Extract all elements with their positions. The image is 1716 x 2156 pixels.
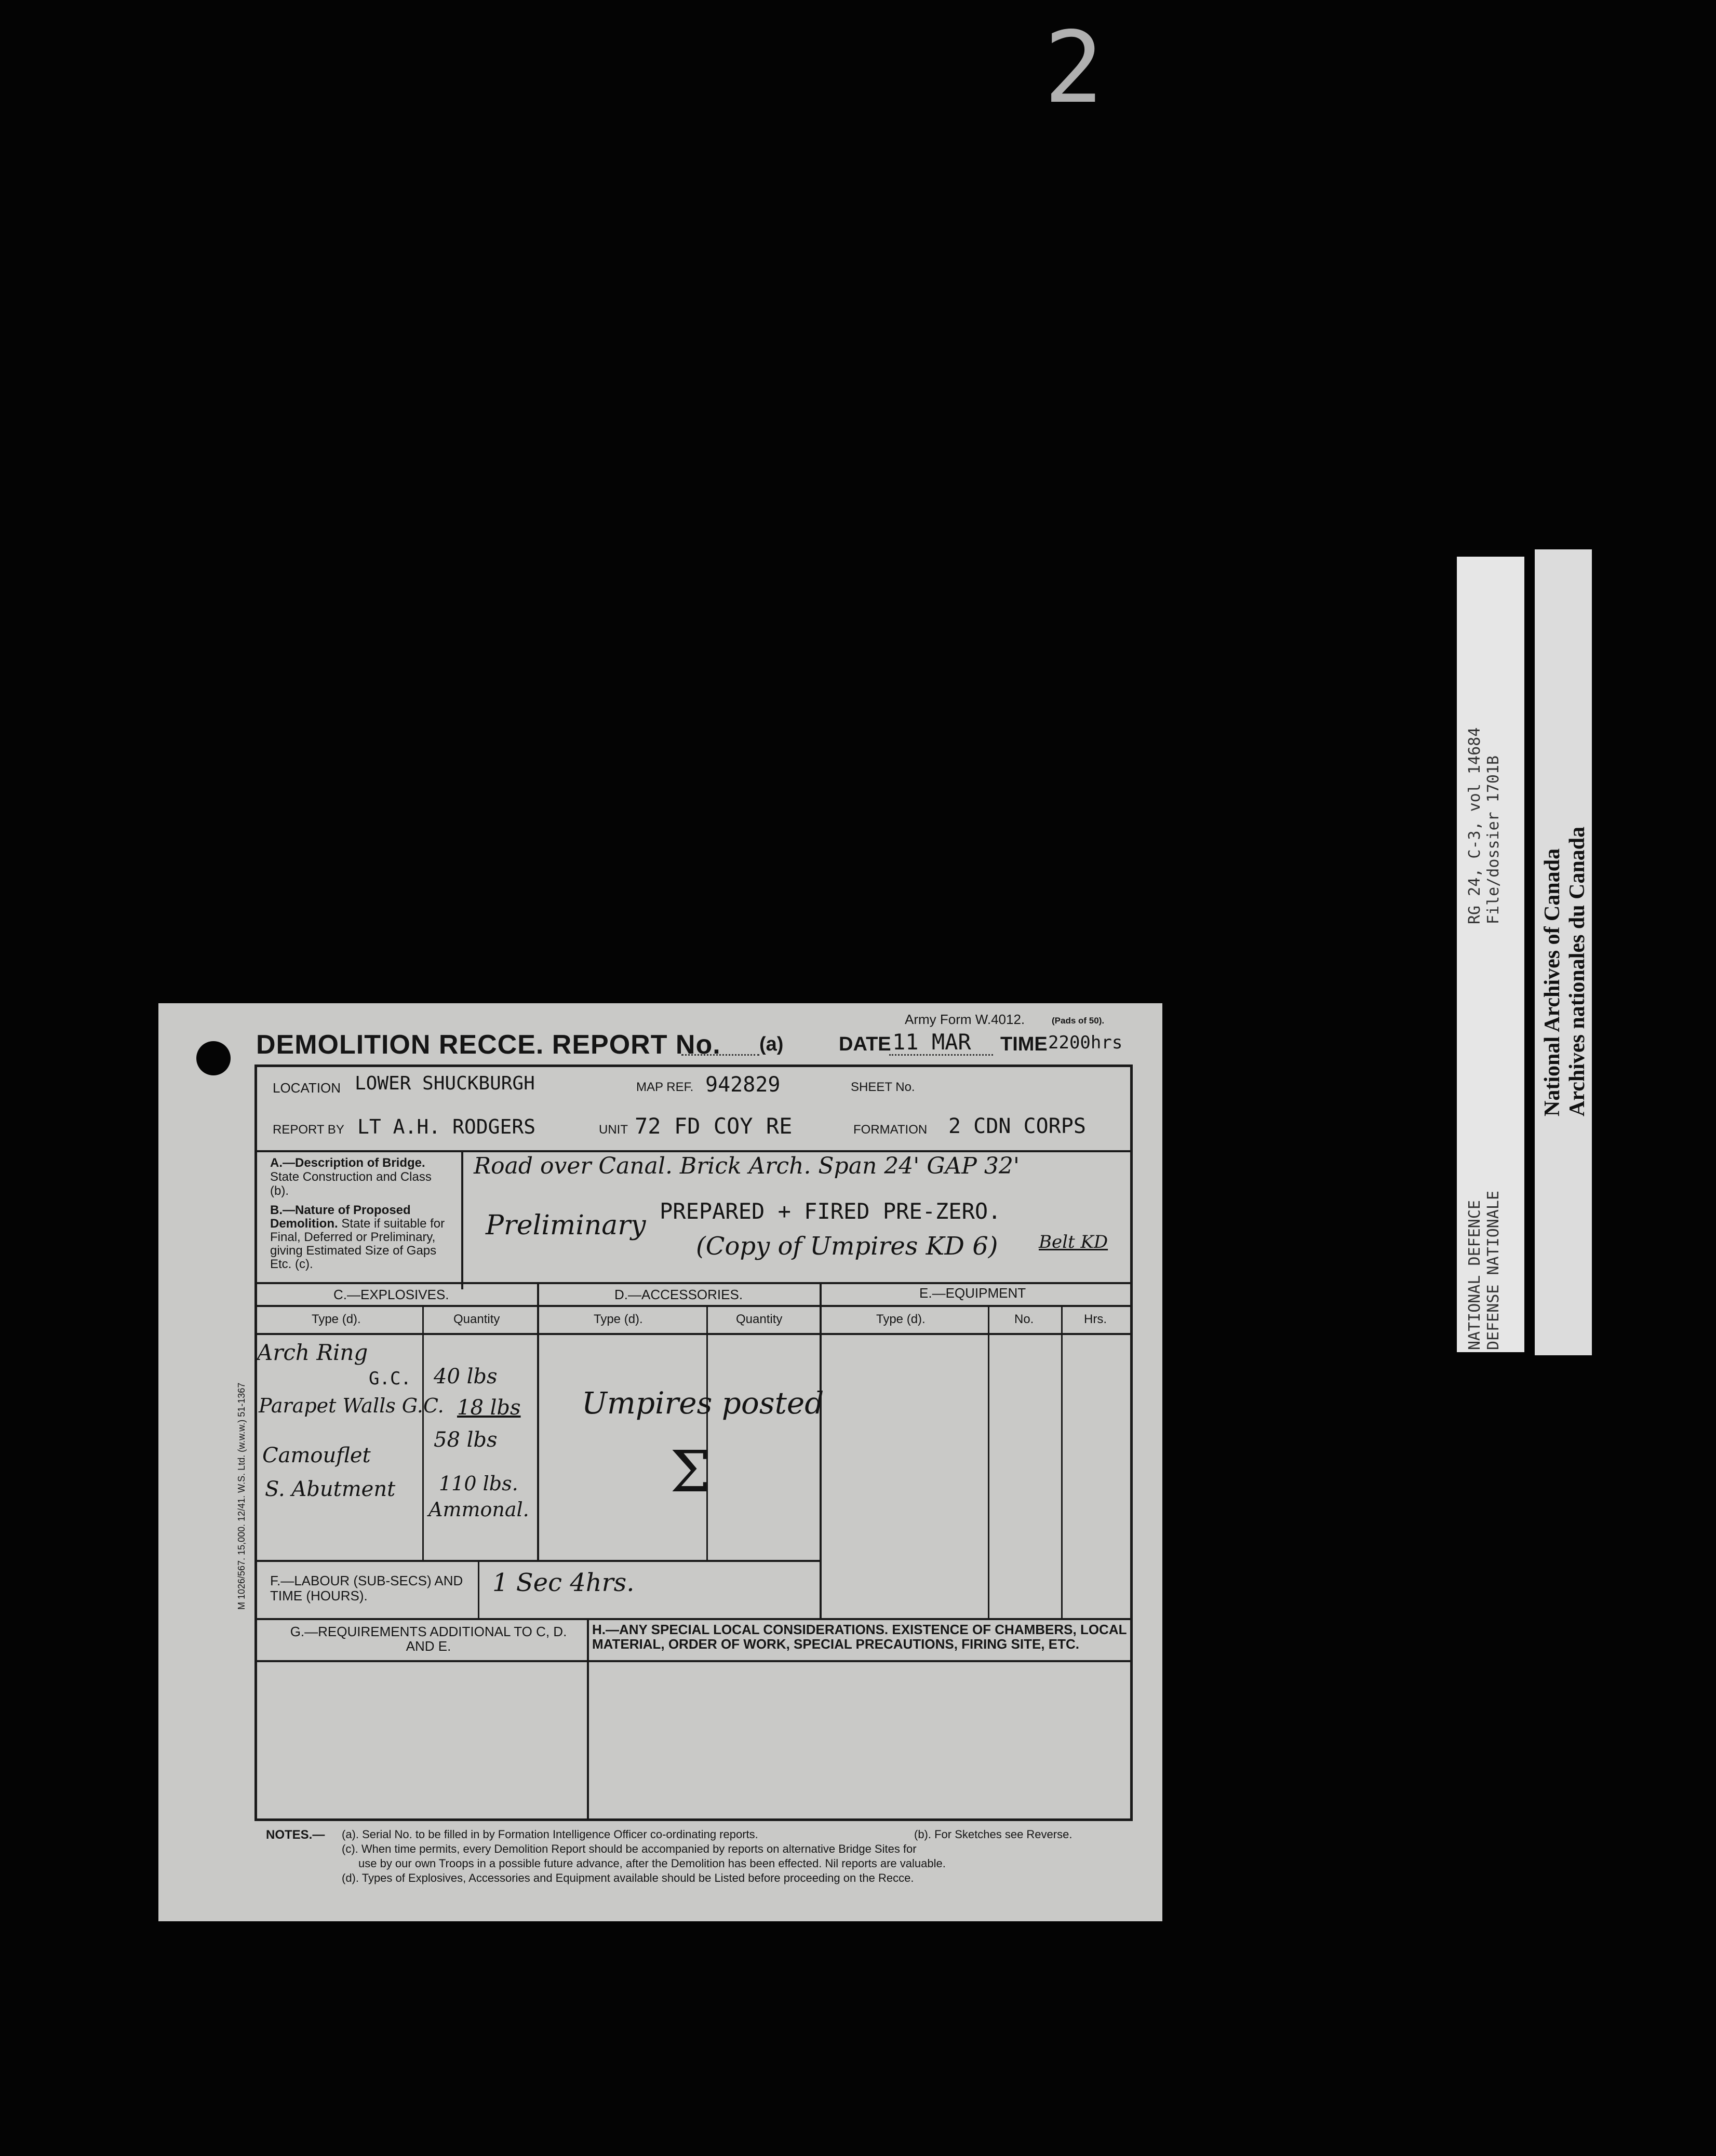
explosives-qty-4: 110 lbs. (439, 1472, 518, 1495)
equipment-header: E.—EQUIPMENT (919, 1285, 1026, 1301)
sheet-no-label: SHEET No. (851, 1080, 915, 1094)
note-a: (a). Serial No. to be filled in by Formation Intelligence Officer co-ordinating reports. (342, 1828, 758, 1841)
report-no-field (681, 1054, 759, 1056)
explosives-qty-3: 58 lbs (434, 1428, 498, 1452)
explosives-qty-1: 40 lbs (434, 1365, 498, 1389)
rule-c-d (537, 1282, 539, 1561)
section-b-value1: Preliminary (486, 1210, 646, 1241)
explosives-qty-5: Ammonal. (428, 1498, 529, 1521)
rule-e-no (988, 1305, 989, 1620)
explosives-type-1b: G.C. (369, 1368, 411, 1389)
section-a-body: State Construction and Class (b). (270, 1170, 432, 1198)
archive-department (1466, 1191, 1503, 1350)
report-by-value: LT A.H. RODGERS (357, 1115, 536, 1138)
section-b-value3: (Copy of Umpires KD 6) (696, 1232, 998, 1261)
archive-department-line1: NATIONAL DEFENCE (1466, 1200, 1484, 1350)
note-d: (d). Types of Explosives, Accessories and Equipment available should be Listed before proceeding on the Recce. (342, 1871, 914, 1884)
rule-ab-divider (461, 1150, 463, 1289)
labour-value: 1 Sec 4hrs. (492, 1568, 635, 1597)
form-print-code: M 1026/567. 15,000. 12/41. W.S. Ltd. (w.w.w.) 51-1367 (236, 1382, 247, 1610)
army-form-number: Army Form W.4012. (905, 1012, 1025, 1027)
formation-label: FORMATION (853, 1123, 928, 1137)
accessories-header: D.—ACCESSORIES. (614, 1287, 743, 1302)
accessories-note: Umpires posted (582, 1385, 824, 1421)
note-b: (b). For Sketches see Reverse. (914, 1828, 1072, 1841)
rule-top (254, 1064, 1131, 1067)
time-label: TIME (1000, 1033, 1048, 1055)
rule-bottom (254, 1818, 1133, 1821)
archive-reference (1466, 727, 1503, 924)
rule-e-hrs (1061, 1305, 1063, 1620)
explosives-qty-2: 18 lbs (457, 1396, 521, 1420)
labour-label: F.—LABOUR (SUB-SECS) AND TIME (HOURS). (270, 1573, 463, 1603)
time-value: 2200hrs (1048, 1032, 1123, 1053)
report-no-mark: (a) (759, 1033, 784, 1055)
archive-name-fr: Archives nationales du Canada (1565, 826, 1589, 1116)
section-b-title: B.—Nature of Proposed Demolition. (270, 1203, 411, 1231)
rule-ab-top (254, 1150, 1131, 1152)
accessories-type-header: Type (d). (594, 1312, 643, 1326)
archive-name (1540, 827, 1590, 1116)
note-c-line1: (c). When time permits, every Demolition Report should be accompanied by reports on alternative Bridge Sites for (342, 1842, 917, 1855)
frame-number: 2 (1044, 10, 1106, 125)
equipment-hrs-header: Hrs. (1084, 1312, 1107, 1326)
explosives-header: C.—EXPLOSIVES. (333, 1287, 449, 1302)
date-label: DATE (839, 1033, 891, 1055)
rule-c-qty (422, 1305, 424, 1561)
rule-left (254, 1064, 257, 1821)
explosives-type-1a: Arch Ring (257, 1340, 368, 1365)
archive-name-en: National Archives of Canada (1540, 848, 1564, 1116)
date-field (889, 1054, 993, 1056)
rule-right (1130, 1064, 1133, 1821)
rule-gh-top (254, 1618, 1131, 1620)
date-value: 11 MAR (892, 1029, 971, 1055)
section-b-label (270, 1204, 452, 1271)
section-h-title: H.—ANY SPECIAL LOCAL CONSIDERATIONS. EXISTENCE OF CHAMBERS, LOCAL MATERIAL, ORDER OF WORK, SPECIAL PRECAUTIONS, FIRING SITE, ETC. (592, 1622, 1127, 1652)
notes-label: NOTES.— (266, 1828, 325, 1842)
punch-hole (196, 1041, 231, 1075)
accessories-mark: Ʃ (670, 1438, 710, 1505)
archive-reference-line1: RG 24, C-3, vol 14684 (1466, 727, 1484, 924)
location-value: LOWER SHUCKBURGH (355, 1073, 535, 1094)
equipment-type-header: Type (d). (876, 1312, 926, 1326)
rule-cols-top (254, 1305, 1131, 1307)
pads-note: (Pads of 50). (1052, 1016, 1105, 1026)
location-label: LOCATION (273, 1080, 341, 1096)
unit-value: 72 FD COY RE (635, 1113, 793, 1139)
section-a-value: Road over Canal. Brick Arch. Span 24' GAP 32' (474, 1153, 1020, 1179)
note-c-line2: use by our own Troops in a possible future advance, after the Demolition has been effected. Nil reports are valuable. (358, 1857, 946, 1870)
rule-gh-bottom (254, 1660, 1131, 1662)
report-by-label: REPORT BY (273, 1123, 344, 1137)
section-b-value4: Belt KD (1039, 1232, 1108, 1252)
section-b-value2: PREPARED + FIRED PRE-ZERO. (660, 1198, 1001, 1224)
section-b-body: State if suitable for Final, Deferred or Preliminary, giving Estimated Size of Gaps Etc. (c). (270, 1217, 445, 1271)
rule-f-divider (478, 1560, 479, 1620)
explosives-type-header: Type (d). (312, 1312, 361, 1326)
map-ref-label: MAP REF. (636, 1080, 694, 1094)
archive-department-line2: DEFENSE NATIONALE (1484, 1190, 1503, 1350)
section-a-title: A.—Description of Bridge. (270, 1156, 425, 1170)
formation-value: 2 CDN CORPS (948, 1114, 1086, 1138)
map-ref-value: 942829 (705, 1073, 781, 1097)
explosives-quantity-header: Quantity (453, 1312, 500, 1326)
rule-cols-bottom (254, 1333, 1131, 1335)
section-a-label (270, 1156, 452, 1198)
equipment-no-header: No. (1014, 1312, 1034, 1326)
unit-label: UNIT (599, 1123, 628, 1137)
explosives-type-2: Parapet Walls G.C. (259, 1394, 444, 1417)
explosives-type-3a: Camouflet (262, 1444, 371, 1467)
rule-f-top (254, 1560, 822, 1562)
rule-cde-top (254, 1282, 1131, 1284)
rule-gh-divider (587, 1618, 589, 1821)
form-title: DEMOLITION RECCE. REPORT No. (256, 1030, 721, 1060)
accessories-quantity-header: Quantity (736, 1312, 783, 1326)
rule-d-qty (706, 1305, 708, 1561)
explosives-type-3b: S. Abutment (265, 1477, 396, 1501)
section-g-title: G.—REQUIREMENTS ADDITIONAL TO C, D. AND E. (290, 1624, 567, 1654)
archive-reference-line2: File/dossier 1701B (1484, 755, 1503, 924)
